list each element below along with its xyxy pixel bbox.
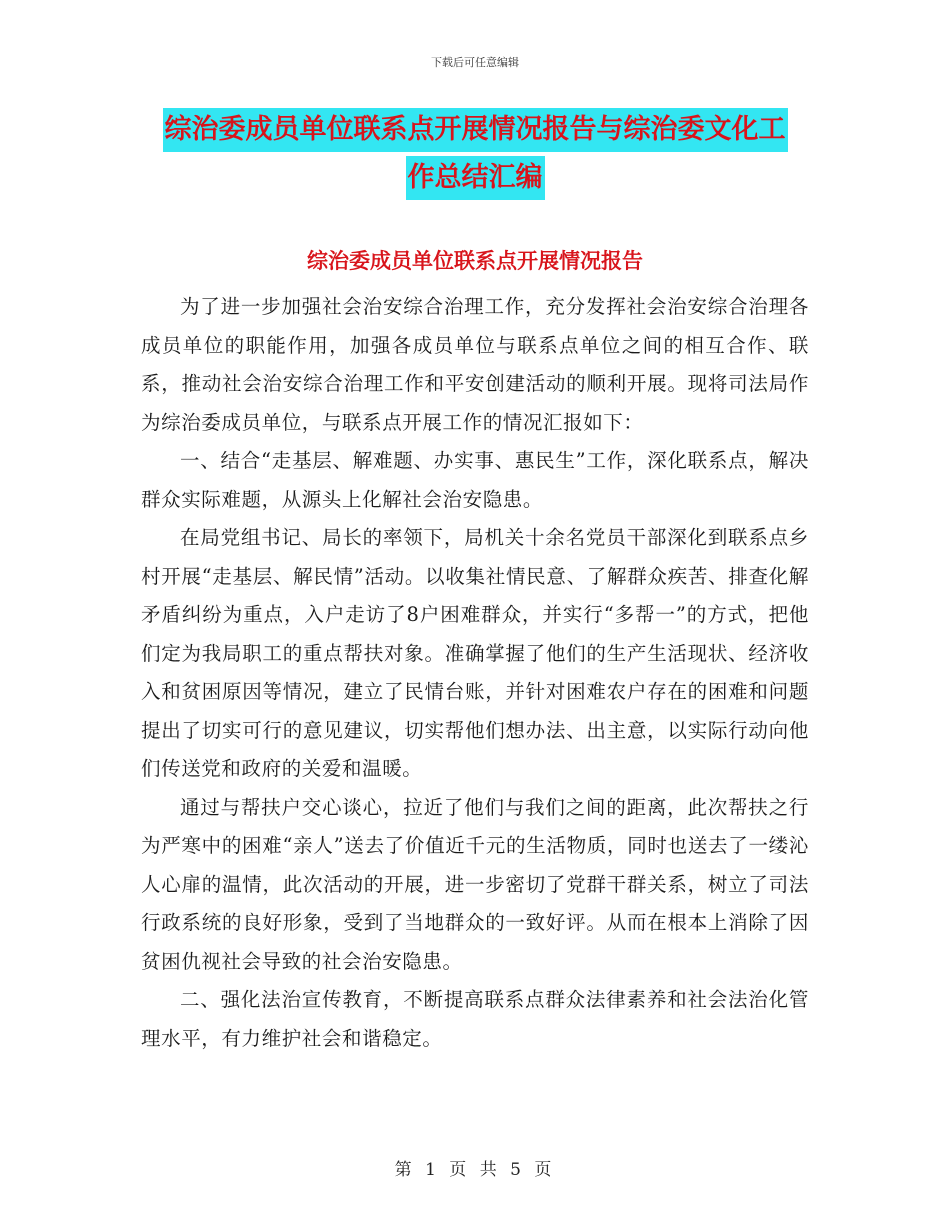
page-header: 下载后可任意编辑 [431, 56, 519, 69]
paragraph: 一、结合“走基层、解难题、办实事、惠民生”工作，深化联系点，解决群众实际难题，从源头上化解社会治安隐患。 [141, 449, 809, 511]
body-text [141, 288, 809, 1058]
document-title [150, 108, 800, 200]
page-footer: 第 1 页 共 5 页 [394, 1160, 556, 1180]
paragraph: 二、强化法治宣传教育，不断提高联系点群众法律素养和社会法治化管理水平，有力维护社会和谐稳定。 [141, 988, 809, 1050]
section-title: 综治委成员单位联系点开展情况报告 [307, 249, 643, 273]
paragraph: 在局党组书记、局长的率领下，局机关十余名党员干部深化到联系点乡村开展“走基层、解民情”活动。以收集社情民意、了解群众疾苦、排查化解矛盾纠纷为重点，入户走访了8户困难群众，并实行“多帮一”的方式，把他们定为我局职工的重点帮扶对象。准确掌握了他们的生产生活现状、经济收入和贫困原因等情况，建立了民情台账，并针对困难农户存在的困难和问题提出了切实可行的意见建议，切实帮他们想办法、出主意，以实际行动向他们传送党和政府的关爱和温暖。 [141, 526, 809, 780]
title-line-1: 综治委成员单位联系点开展情况报告与综治委文化工 [163, 108, 788, 152]
title-line-2: 作总结汇编 [406, 156, 545, 200]
paragraph: 为了进一步加强社会治安综合治理工作，充分发挥社会治安综合治理各成员单位的职能作用，加强各成员单位与联系点单位之间的相互合作、联系，推动社会治安综合治理工作和平安创建活动的顺利开展。现将司法局作为综治委成员单位，与联系点开展工作的情况汇报如下： [141, 295, 809, 434]
paragraph: 通过与帮扶户交心谈心，拉近了他们与我们之间的距离，此次帮扶之行为严寒中的困难“亲人”送去了价值近千元的生活物质，同时也送去了一缕沁人心扉的温情，此次活动的开展，进一步密切了党群干群关系，树立了司法行政系统的良好形象，受到了当地群众的一致好评。从而在根本上消除了因贫困仇视社会导致的社会治安隐患。 [141, 795, 809, 973]
